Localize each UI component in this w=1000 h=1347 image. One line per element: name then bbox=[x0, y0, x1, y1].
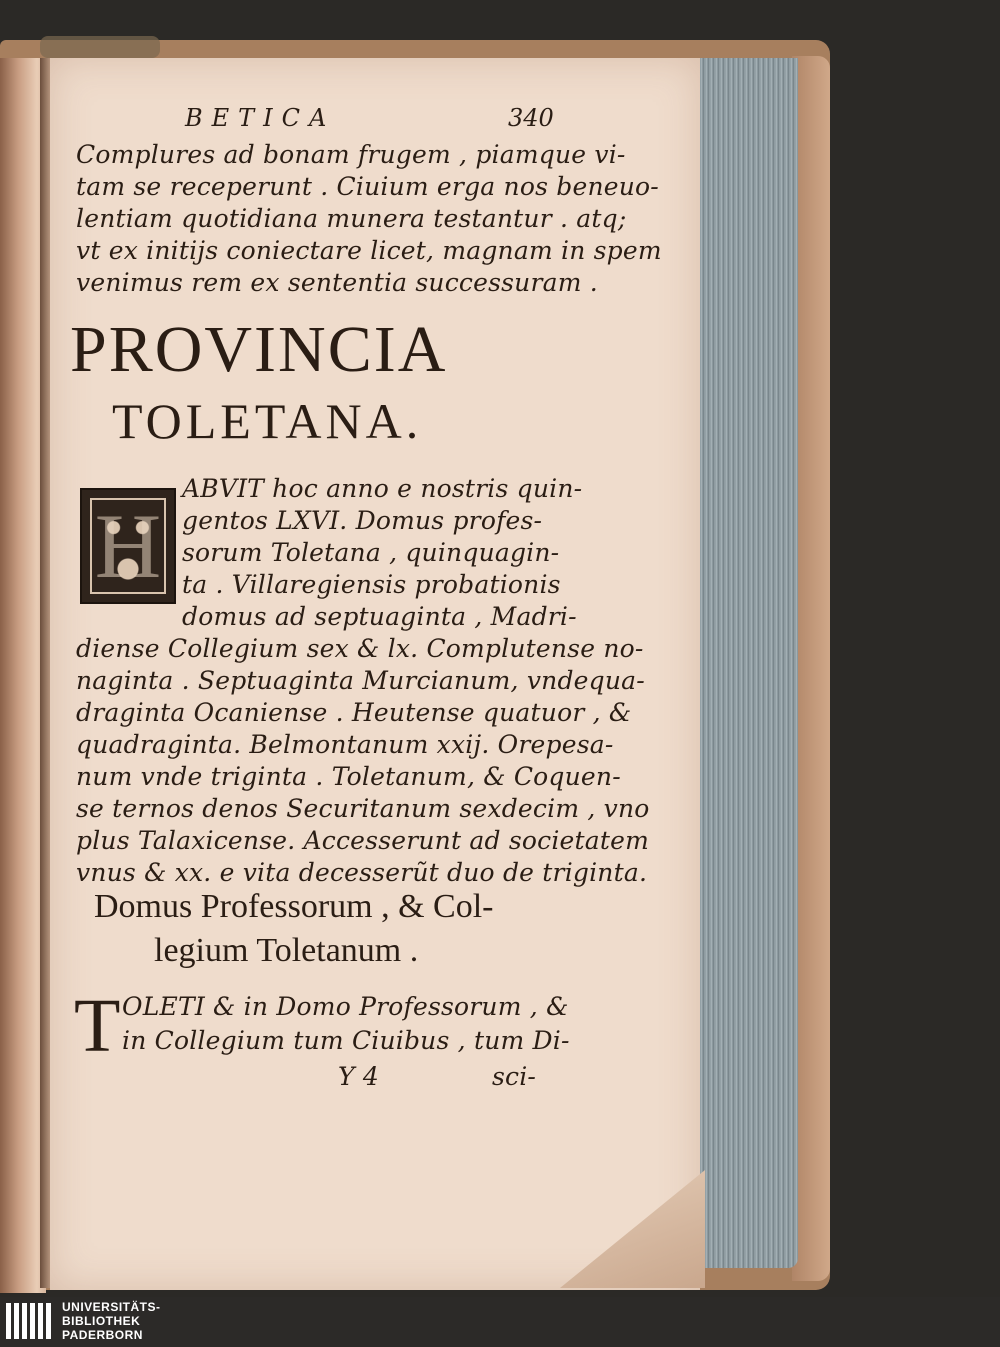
running-header: BETICA bbox=[185, 104, 336, 132]
text-line: venimus rem ex sententia successuram . bbox=[76, 268, 598, 297]
footer-bar bbox=[0, 1297, 1000, 1347]
text-line: plus Talaxicense. Accesserunt ad societatem bbox=[76, 826, 650, 855]
text-line: diense Collegium sex & lx. Complutense no- bbox=[76, 634, 644, 663]
text-line: gentos LXVI. Domus profes- bbox=[182, 506, 543, 535]
text-line: se ternos denos Securitanum sexdecim , vno bbox=[76, 794, 650, 823]
text-line: quadraginta. Belmontanum xxij. Orepesa- bbox=[76, 730, 614, 759]
library-logo-text bbox=[62, 1300, 161, 1342]
text-line: ABVIT hoc anno e nostris quin- bbox=[182, 474, 583, 503]
book-headband bbox=[40, 36, 160, 58]
text-line: draginta Ocaniense . Heutense quatuor , & bbox=[76, 698, 632, 727]
text-line: sorum Toletana , quinquagin- bbox=[182, 538, 560, 567]
text-line: vnus & xx. e vita decesserũt duo de triginta. bbox=[76, 858, 648, 887]
page-fore-edge bbox=[700, 58, 798, 1268]
decorated-initial bbox=[80, 488, 176, 604]
subheading-line2: legium Toletanum . bbox=[154, 932, 419, 969]
library-logo-icon bbox=[6, 1303, 54, 1343]
drop-initial: T bbox=[74, 984, 121, 1068]
text-line: naginta . Septuaginta Murcianum, vndequa- bbox=[76, 666, 645, 695]
section-title-line2: TOLETANA. bbox=[112, 393, 423, 449]
initial-letter: H bbox=[94, 495, 162, 597]
logo-line: BIBLIOTHEK bbox=[62, 1314, 141, 1328]
text-line: num vnde triginta . Toletanum, & Coquen- bbox=[76, 762, 621, 791]
text-line: lentiam quotidiana munera testantur . atq; bbox=[76, 204, 627, 233]
text-line: OLETI & in Domo Professorum , & bbox=[122, 992, 569, 1021]
signature-mark: Y 4 bbox=[338, 1062, 379, 1091]
subheading-line1: Domus Professorum , & Col- bbox=[94, 888, 494, 925]
section-title-line1: PROVINCIA bbox=[70, 313, 448, 386]
text-line: tam se receperunt . Ciuium erga nos beneuo- bbox=[76, 172, 659, 201]
text-line: ta . Villaregiensis probationis bbox=[182, 570, 561, 599]
catchword: sci- bbox=[492, 1062, 537, 1091]
text-line: Complures ad bonam frugem , piamque vi- bbox=[76, 140, 626, 169]
text-line: vt ex initijs coniectare licet, magnam in spem bbox=[76, 236, 662, 265]
text-line: in Collegium tum Ciuibus , tum Di- bbox=[122, 1026, 570, 1055]
logo-line: UNIVERSITÄTS- bbox=[62, 1300, 161, 1314]
logo-line: PADERBORN bbox=[62, 1328, 143, 1342]
text-line: domus ad septuaginta , Madri- bbox=[182, 602, 577, 631]
page-number: 340 bbox=[508, 104, 554, 132]
